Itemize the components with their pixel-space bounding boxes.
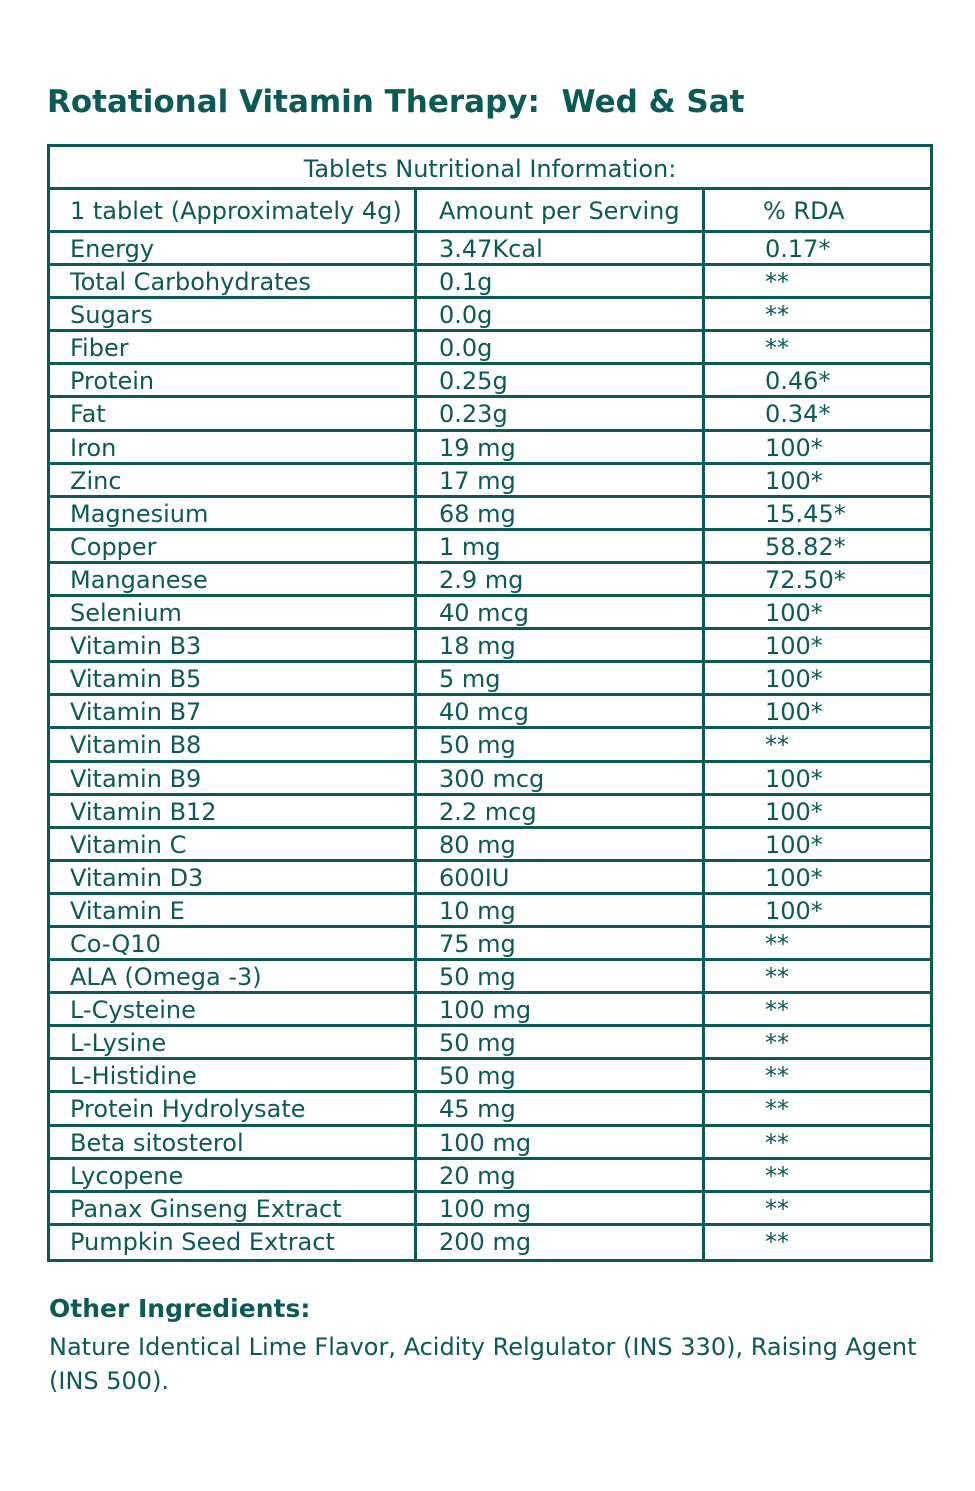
table-row	[50, 233, 930, 266]
nutrient-rda: 100*	[765, 433, 823, 462]
nutrient-rda: **	[765, 334, 789, 363]
table-header-row	[50, 190, 930, 233]
nutrient-amount: 17 mg	[417, 465, 705, 495]
nutrient-rda: **	[765, 1062, 789, 1091]
nutrient-rda: 100*	[765, 466, 823, 495]
nutrient-amount: 2.2 mcg	[417, 796, 705, 826]
nutrient-rda: **	[765, 963, 789, 992]
header-rda: % RDA	[763, 197, 845, 225]
table-row	[50, 531, 930, 564]
table-row	[50, 432, 930, 465]
nutrient-rda: **	[765, 1161, 789, 1190]
nutrient-name: Vitamin B9	[50, 763, 417, 793]
nutrient-rda: 100*	[765, 797, 823, 826]
nutrient-name: Vitamin C	[50, 829, 417, 859]
nutrient-rda: **	[765, 996, 789, 1025]
nutrient-name: Iron	[50, 432, 417, 462]
nutrient-name: Vitamin D3	[50, 862, 417, 892]
nutrient-name: Fiber	[50, 332, 417, 362]
nutrient-name: L-Histidine	[50, 1060, 417, 1090]
table-row	[50, 1060, 930, 1093]
nutrient-name: Total Carbohydrates	[50, 266, 417, 296]
table-row	[50, 729, 930, 762]
page-title: Rotational Vitamin Therapy: Wed & Sat	[47, 84, 745, 120]
nutrient-name: Copper	[50, 531, 417, 561]
nutrient-amount: 3.47Kcal	[417, 233, 705, 263]
table-row	[50, 630, 930, 663]
header-amount: Amount per Serving	[417, 190, 705, 230]
table-row	[50, 1127, 930, 1160]
nutrient-amount: 1 mg	[417, 531, 705, 561]
nutrient-name: Manganese	[50, 564, 417, 594]
table-row	[50, 1193, 930, 1226]
table-row	[50, 663, 930, 696]
nutrient-amount: 600IU	[417, 862, 705, 892]
table-row	[50, 365, 930, 398]
nutrient-rda: 100*	[765, 698, 823, 727]
nutrient-rda: **	[765, 1095, 789, 1124]
nutrient-name: Sugars	[50, 299, 417, 329]
nutrient-amount: 200 mg	[417, 1226, 705, 1259]
nutrient-name: Lycopene	[50, 1160, 417, 1190]
nutrient-name: Protein Hydrolysate	[50, 1093, 417, 1123]
nutrition-table	[47, 144, 933, 1262]
table-row	[50, 961, 930, 994]
nutrient-rda: **	[765, 268, 789, 297]
nutrient-name: L-Cysteine	[50, 994, 417, 1024]
nutrient-name: Vitamin B12	[50, 796, 417, 826]
nutrient-rda: 58.82*	[765, 532, 846, 561]
table-row	[50, 597, 930, 630]
table-row	[50, 266, 930, 299]
nutrient-name: Vitamin B5	[50, 663, 417, 693]
nutrient-name: Vitamin B8	[50, 729, 417, 759]
nutrient-rda: 100*	[765, 764, 823, 793]
nutrient-amount: 40 mcg	[417, 597, 705, 627]
table-body	[50, 233, 930, 1259]
other-ingredients-text: Nature Identical Lime Flavor, Acidity Relgulator (INS 330), Raising Agent (INS 500).	[49, 1333, 917, 1395]
nutrient-rda: **	[765, 1029, 789, 1058]
nutrient-rda: 100*	[765, 665, 823, 694]
nutrient-name: Vitamin B3	[50, 630, 417, 660]
table-row	[50, 696, 930, 729]
nutrient-rda: 0.34*	[765, 400, 831, 429]
table-row	[50, 994, 930, 1027]
nutrient-amount: 18 mg	[417, 630, 705, 660]
table-row	[50, 1160, 930, 1193]
table-row	[50, 829, 930, 862]
nutrient-amount: 5 mg	[417, 663, 705, 693]
nutrient-name: Protein	[50, 365, 417, 395]
nutrient-amount: 0.0g	[417, 332, 705, 362]
nutrient-amount: 50 mg	[417, 729, 705, 759]
nutrient-name: Energy	[50, 233, 417, 263]
nutrient-amount: 68 mg	[417, 498, 705, 528]
table-row	[50, 1027, 930, 1060]
nutrient-rda: **	[765, 929, 789, 958]
nutrient-rda: **	[765, 1227, 789, 1256]
nutrient-amount: 10 mg	[417, 895, 705, 925]
nutrient-name: Co-Q10	[50, 928, 417, 958]
nutrient-amount: 100 mg	[417, 1193, 705, 1223]
nutrient-name: Magnesium	[50, 498, 417, 528]
nutrient-rda: 100*	[765, 896, 823, 925]
table-caption: Tablets Nutritional Information:	[50, 147, 930, 190]
nutrient-rda: 100*	[765, 632, 823, 661]
table-row	[50, 299, 930, 332]
nutrient-name: Panax Ginseng Extract	[50, 1193, 417, 1223]
nutrient-name: L-Lysine	[50, 1027, 417, 1057]
header-serving: 1 tablet (Approximately 4g)	[50, 190, 417, 230]
table-row	[50, 1226, 930, 1259]
nutrient-amount: 50 mg	[417, 961, 705, 991]
nutrient-rda: **	[765, 731, 789, 760]
nutrient-rda: 100*	[765, 863, 823, 892]
nutrient-name: Vitamin E	[50, 895, 417, 925]
nutrient-amount: 50 mg	[417, 1027, 705, 1057]
nutrient-amount: 40 mcg	[417, 696, 705, 726]
table-row	[50, 398, 930, 431]
nutrient-name: Beta sitosterol	[50, 1127, 417, 1157]
table-row	[50, 763, 930, 796]
nutrient-amount: 45 mg	[417, 1093, 705, 1123]
nutrient-amount: 0.23g	[417, 398, 705, 428]
nutrient-amount: 0.1g	[417, 266, 705, 296]
table-row	[50, 1093, 930, 1126]
table-row	[50, 332, 930, 365]
table-row	[50, 928, 930, 961]
nutrient-name: Selenium	[50, 597, 417, 627]
nutrient-rda: **	[765, 1128, 789, 1157]
nutrient-name: ALA (Omega -3)	[50, 961, 417, 991]
nutrient-amount: 20 mg	[417, 1160, 705, 1190]
nutrient-amount: 19 mg	[417, 432, 705, 462]
table-row	[50, 564, 930, 597]
nutrient-amount: 300 mcg	[417, 763, 705, 793]
nutrient-amount: 100 mg	[417, 1127, 705, 1157]
nutrient-name: Zinc	[50, 465, 417, 495]
nutrient-rda: 72.50*	[765, 565, 846, 594]
nutrient-amount: 2.9 mg	[417, 564, 705, 594]
nutrient-rda: 15.45*	[765, 499, 846, 528]
nutrient-rda: 0.17*	[765, 235, 831, 263]
table-row	[50, 465, 930, 498]
nutrient-name: Fat	[50, 398, 417, 428]
nutrient-amount: 50 mg	[417, 1060, 705, 1090]
nutrient-rda: **	[765, 301, 789, 330]
nutrient-amount: 0.0g	[417, 299, 705, 329]
nutrient-rda: 100*	[765, 599, 823, 628]
nutrient-amount: 100 mg	[417, 994, 705, 1024]
nutrient-amount: 80 mg	[417, 829, 705, 859]
nutrient-name: Vitamin B7	[50, 696, 417, 726]
table-row	[50, 796, 930, 829]
table-row	[50, 862, 930, 895]
nutrient-amount: 75 mg	[417, 928, 705, 958]
nutrient-rda: 0.46*	[765, 367, 831, 396]
table-row	[50, 498, 930, 531]
nutrient-rda: 100*	[765, 830, 823, 859]
nutrient-rda: **	[765, 1194, 789, 1223]
table-row	[50, 895, 930, 928]
nutrient-name: Pumpkin Seed Extract	[50, 1226, 417, 1259]
nutrient-amount: 0.25g	[417, 365, 705, 395]
other-ingredients-heading: Other Ingredients:	[49, 1294, 311, 1323]
